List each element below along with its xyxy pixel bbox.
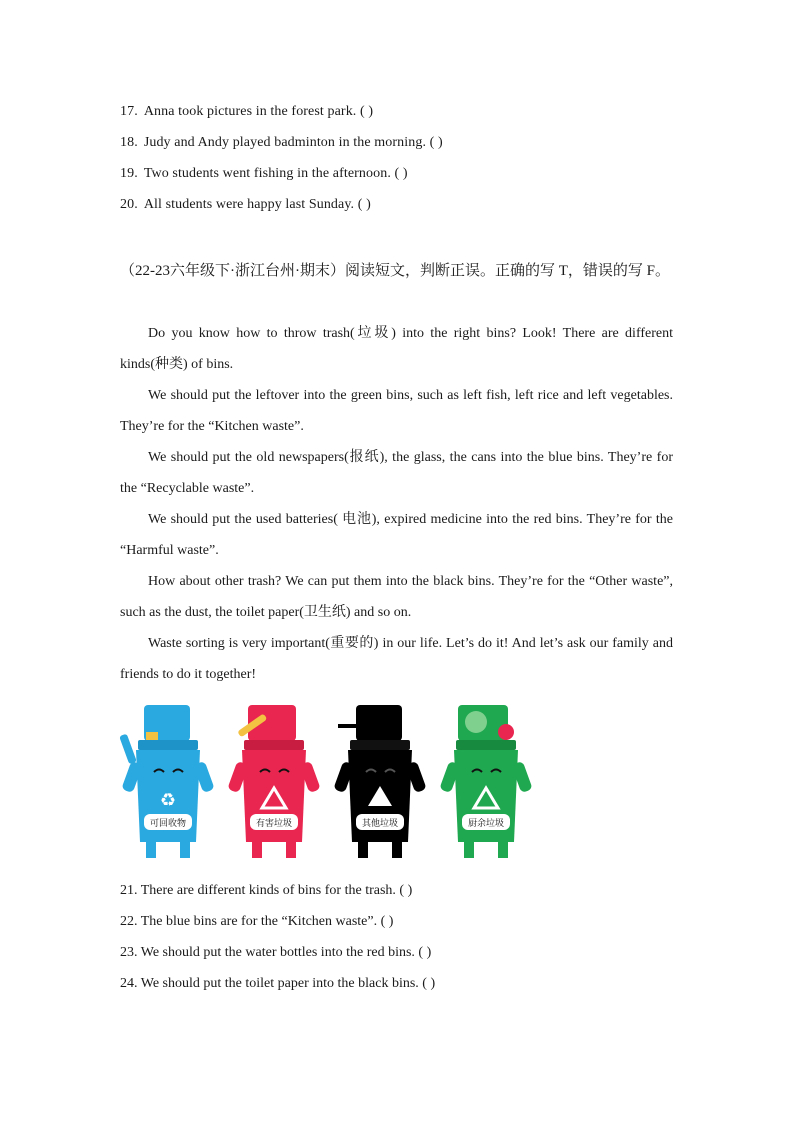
question-23: 23. We should put the water bottles into the red bins. ( ) <box>120 945 432 960</box>
question-19: 19. Two students went fishing in the afternoon. ( ) <box>120 166 408 181</box>
trash-bins-illustration <box>118 700 538 862</box>
green-kitchen-bin <box>439 705 533 858</box>
passage-paragraph: How about other trash? We can put them into the black bins. They’re for the “Other waste”, such as the dust, the toilet paper(卫生纸) and so on. <box>120 574 673 620</box>
passage-paragraph: Waste sorting is very important(重要的) in our life. Let’s do it! And let’s ask our family and friends to do it together! <box>120 636 673 682</box>
passage-paragraph: We should put the old newspapers(报纸), the glass, the cans into the blue bins. They’re for the “Recyclable waste”. <box>120 450 673 496</box>
question-21: 21. There are different kinds of bins for the trash. ( ) <box>120 883 413 898</box>
svg-text:其他垃圾: 其他垃圾 <box>361 819 399 829</box>
reading-passage <box>120 318 673 690</box>
passage-paragraph: We should put the used batteries( 电池), expired medicine into the red bins. They’re for the “Harmful waste”. <box>120 512 673 558</box>
svg-text:有害垃圾: 有害垃圾 <box>255 819 293 829</box>
recycle-icon: ♻ <box>159 790 177 810</box>
question-22: 22. The blue bins are for the “Kitchen waste”. ( ) <box>120 914 394 929</box>
section-heading: （22-23六年级下·浙江台州·期末）阅读短文，判断正误。正确的写 T，错误的写 F。 <box>120 263 670 279</box>
svg-text:可回收物: 可回收物 <box>149 819 187 829</box>
question-24: 24. We should put the toilet paper into the black bins. ( ) <box>120 976 436 991</box>
red-harmful-bin <box>227 705 321 858</box>
black-other-bin <box>333 705 427 858</box>
question-17: 17. Anna took pictures in the forest park. ( ) <box>120 104 374 119</box>
blue-recyclable-bin <box>119 705 215 858</box>
question-20: 20. All students were happy last Sunday. ( ) <box>120 197 371 212</box>
passage-paragraph: Do you know how to throw trash(垃圾) into the right bins? Look! There are different kinds(种类) of bins. <box>120 326 673 372</box>
svg-text:厨余垃圾: 厨余垃圾 <box>467 819 505 829</box>
passage-paragraph: We should put the leftover into the green bins, such as left fish, left rice and left vegetables. They’re for the “Kitchen waste”. <box>120 388 673 434</box>
question-18: 18. Judy and Andy played badminton in the morning. ( ) <box>120 135 443 150</box>
